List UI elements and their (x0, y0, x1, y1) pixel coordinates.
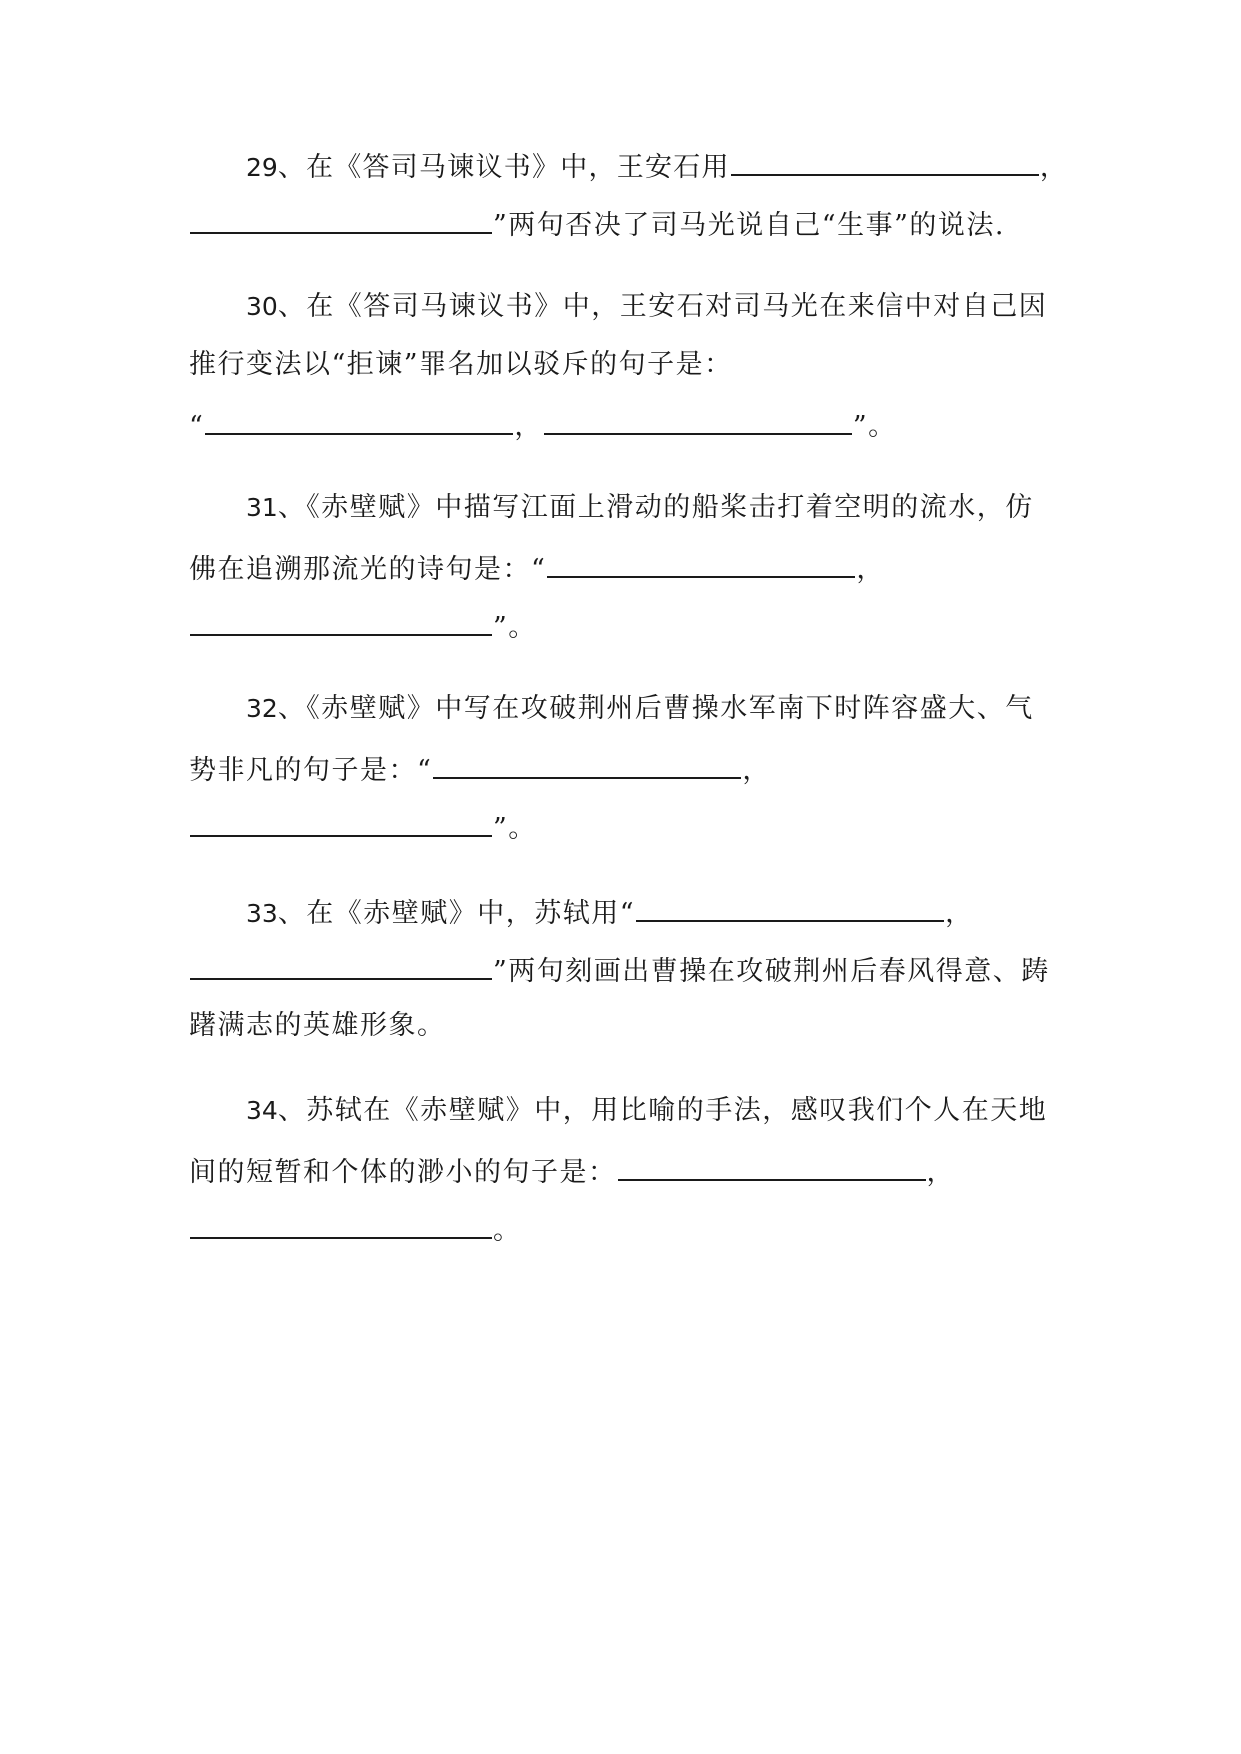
question-number: 34 (246, 1096, 278, 1125)
question-text: ， (856, 554, 885, 585)
question-34-line-1 (246, 1091, 1069, 1131)
question-text: ”。 (852, 411, 897, 442)
answer-blank[interactable] (618, 1149, 926, 1181)
question-text: 、在《赤壁赋》中，苏轼用“ (277, 898, 636, 929)
question-text: 推行变法以“拒谏”罪名加以驳斥的句子是： (189, 349, 733, 380)
question-number: 33 (246, 899, 278, 928)
question-number: 30 (246, 292, 278, 321)
question-number: 29 (246, 153, 278, 182)
question-29-line-1 (246, 144, 1069, 184)
question-33-line-2 (189, 948, 1069, 988)
question-text: ”两句否决了司马光说自己“生事”的说法. (493, 210, 1005, 241)
answer-blank[interactable] (190, 604, 492, 636)
question-text: ， (514, 411, 543, 442)
question-text: 躇满志的英雄形象。 (189, 1010, 446, 1041)
question-text: ”两句刻画出曹操在攻破荆州后春风得意、踌 (493, 956, 1050, 987)
question-29-line-2 (189, 202, 1069, 242)
question-text: 、苏轼在《赤壁赋》中，用比喻的手法，感叹我们个人在天地 (277, 1095, 1048, 1126)
question-number: 32 (246, 694, 278, 723)
question-text: ， (945, 898, 974, 929)
question-text: 、在《答司马谏议书》中，王安石对司马光在来信中对自己因 (277, 291, 1048, 322)
question-34-line-2 (189, 1149, 1069, 1189)
question-text: 间的短暂和个体的渺小的句子是： (189, 1157, 617, 1188)
question-30-line-3 (189, 403, 1069, 443)
answer-blank[interactable] (190, 805, 492, 837)
question-text: 佛在追溯那流光的诗句是：“ (189, 554, 547, 585)
answer-blank[interactable] (190, 202, 492, 234)
answer-blank[interactable] (190, 948, 492, 980)
question-31-line-2 (189, 546, 1069, 586)
question-text: ， (926, 1157, 955, 1188)
answer-blank[interactable] (433, 747, 741, 779)
answer-blank[interactable] (205, 403, 513, 435)
answer-blank[interactable] (547, 546, 855, 578)
question-32-line-3 (189, 805, 1069, 845)
question-text: ， (742, 755, 771, 786)
question-33-line-3 (189, 1006, 1069, 1046)
answer-blank[interactable] (731, 144, 1039, 176)
question-30-line-2 (189, 345, 1069, 385)
question-34-line-3 (189, 1207, 1069, 1247)
question-text: 、《赤壁赋》中描写江面上滑动的船桨击打着空明的流水，仿 (277, 492, 1034, 523)
question-32-line-1 (246, 689, 1069, 729)
question-text: ”。 (493, 813, 537, 844)
question-number: 31 (246, 493, 278, 522)
question-text: 势非凡的句子是：“ (189, 755, 433, 786)
question-text: ”。 (493, 612, 537, 643)
question-33-line-1 (246, 890, 1069, 930)
question-31-line-1 (246, 488, 1069, 528)
question-text: 。 (493, 1215, 522, 1246)
answer-blank[interactable] (190, 1207, 492, 1239)
answer-blank[interactable] (544, 403, 852, 435)
question-text: “ (189, 411, 205, 442)
answer-blank[interactable] (636, 890, 944, 922)
question-text: ， (1039, 152, 1069, 183)
question-32-line-2 (189, 747, 1069, 787)
question-text: 、《赤壁赋》中写在攻破荆州后曹操水军南下时阵容盛大、气 (277, 693, 1034, 724)
question-31-line-3 (189, 604, 1069, 644)
question-text: 、在《答司马谏议书》中，王安石用 (277, 152, 730, 183)
question-30-line-1 (246, 287, 1069, 327)
